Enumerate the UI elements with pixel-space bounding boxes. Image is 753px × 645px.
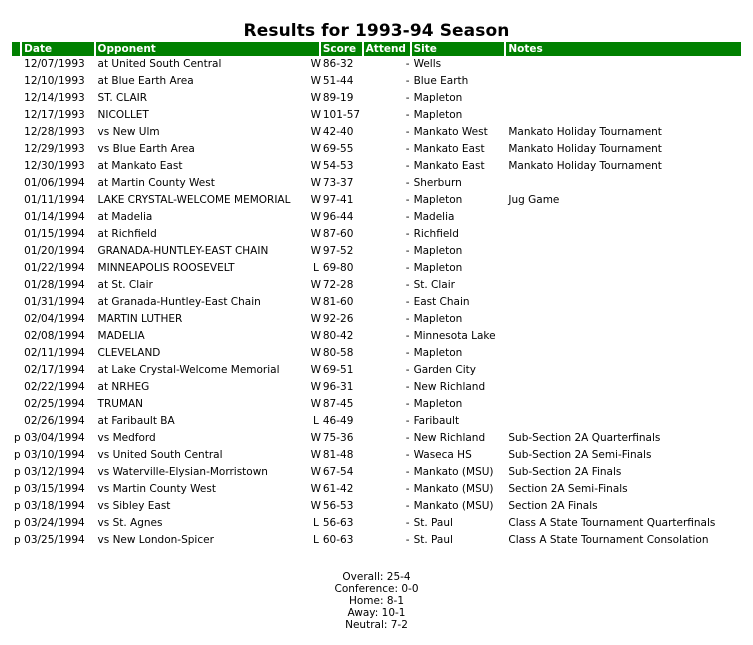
game-score: 69-55	[322, 143, 354, 155]
game-date: 12/17/1993	[24, 109, 85, 121]
summary-home: Home: 8-1	[348, 595, 405, 607]
game-opponent: vs New Ulm	[97, 126, 160, 138]
game-attendance: -	[405, 398, 410, 410]
game-opponent: at Madelia	[97, 211, 153, 223]
game-site: Mankato (MSU)	[413, 466, 494, 478]
playoff-marker	[12, 209, 20, 226]
game-score: 42-40	[322, 126, 354, 138]
playoff-marker	[12, 345, 20, 362]
game-result: W	[310, 398, 322, 410]
game-notes	[506, 379, 741, 396]
game-date: 01/28/1994	[24, 279, 85, 291]
game-score: 89-19	[322, 92, 354, 104]
game-result: W	[310, 449, 322, 461]
game-result: W	[310, 364, 322, 376]
game-attendance: -	[405, 211, 410, 223]
table-row	[12, 362, 741, 379]
game-opponent: GRANADA-HUNTLEY-EAST CHAIN	[97, 245, 269, 257]
table-row	[12, 396, 741, 413]
table-row	[12, 107, 741, 124]
game-result: L	[313, 415, 319, 427]
game-notes	[506, 328, 741, 345]
opponent-header: Opponent	[96, 42, 319, 56]
game-attendance: -	[405, 466, 410, 478]
playoff-marker	[12, 141, 20, 158]
game-notes	[506, 311, 741, 328]
game-date: 12/29/1993	[24, 143, 85, 155]
playoff-marker	[12, 226, 20, 243]
game-date: 12/07/1993	[24, 58, 85, 70]
game-result: W	[310, 177, 322, 189]
game-site: Mankato East	[413, 143, 485, 155]
game-result: W	[310, 347, 322, 359]
game-opponent: at Martin County West	[97, 177, 215, 189]
game-result: W	[310, 126, 322, 138]
playoff-marker	[12, 311, 20, 328]
playoff-marker	[12, 56, 20, 73]
game-date: 02/17/1994	[24, 364, 85, 376]
game-result: W	[310, 432, 322, 444]
game-attendance: -	[405, 347, 410, 359]
table-header-row	[12, 42, 741, 56]
game-notes	[506, 73, 741, 90]
game-date: 03/18/1994	[24, 500, 85, 512]
game-notes	[506, 345, 741, 362]
playoff-marker	[12, 413, 20, 430]
game-notes: Class A State Tournament Quarterfinals	[508, 517, 716, 529]
game-score: 73-37	[322, 177, 354, 189]
game-opponent: vs St. Agnes	[97, 517, 163, 529]
game-opponent: TRUMAN	[97, 398, 144, 410]
game-date: 02/22/1994	[24, 381, 85, 393]
game-score: 69-51	[322, 364, 354, 376]
table-row	[12, 124, 741, 141]
score-header: Score	[321, 42, 362, 56]
playoff-marker: p	[14, 449, 21, 461]
game-attendance: -	[405, 364, 410, 376]
game-attendance: -	[405, 92, 410, 104]
table-row	[12, 260, 741, 277]
game-opponent: MARTIN LUTHER	[97, 313, 183, 325]
game-score: 56-63	[322, 517, 354, 529]
game-date: 03/15/1994	[24, 483, 85, 495]
game-attendance: -	[405, 109, 410, 121]
game-notes	[506, 107, 741, 124]
game-attendance: -	[405, 483, 410, 495]
game-site: Mapleton	[413, 262, 463, 274]
table-row	[12, 430, 741, 447]
playoff-marker	[12, 362, 20, 379]
game-site: Waseca HS	[413, 449, 472, 461]
game-site: Mankato (MSU)	[413, 500, 494, 512]
game-site: St. Paul	[413, 534, 453, 546]
game-notes: Mankato Holiday Tournament	[508, 160, 662, 172]
game-site: Madelia	[413, 211, 455, 223]
game-score: 86-32	[322, 58, 354, 70]
game-opponent: at United South Central	[97, 58, 222, 70]
game-result: W	[310, 92, 322, 104]
game-opponent: vs New London-Spicer	[97, 534, 214, 546]
table-row	[12, 532, 741, 549]
game-date: 03/10/1994	[24, 449, 85, 461]
game-score: 54-53	[322, 160, 354, 172]
game-site: St. Clair	[413, 279, 455, 291]
table-row	[12, 345, 741, 362]
game-date: 12/28/1993	[24, 126, 85, 138]
game-score: 69-80	[322, 262, 354, 274]
game-attendance: -	[405, 534, 410, 546]
game-site: Mapleton	[413, 245, 463, 257]
game-site: Mapleton	[413, 109, 463, 121]
playoff-marker	[12, 243, 20, 260]
playoff-marker: p	[14, 466, 21, 478]
game-date: 01/20/1994	[24, 245, 85, 257]
game-attendance: -	[405, 330, 410, 342]
game-site: Mankato West	[413, 126, 488, 138]
game-score: 92-26	[322, 313, 354, 325]
table-row	[12, 226, 741, 243]
game-notes: Sub-Section 2A Quarterfinals	[508, 432, 661, 444]
game-date: 03/24/1994	[24, 517, 85, 529]
game-score: 80-42	[322, 330, 354, 342]
table-row	[12, 175, 741, 192]
game-score: 51-44	[322, 75, 354, 87]
playoff-marker	[12, 73, 20, 90]
game-result: W	[310, 109, 322, 121]
game-attendance: -	[405, 143, 410, 155]
game-result: W	[310, 194, 322, 206]
table-row	[12, 141, 741, 158]
game-notes: Mankato Holiday Tournament	[508, 143, 662, 155]
game-notes	[506, 243, 741, 260]
playoff-marker	[12, 175, 20, 192]
game-result: L	[313, 517, 319, 529]
game-score: 80-58	[322, 347, 354, 359]
game-attendance: -	[405, 126, 410, 138]
game-result: W	[310, 211, 322, 223]
game-opponent: vs Waterville-Elysian-Morristown	[97, 466, 268, 478]
game-date: 02/26/1994	[24, 415, 85, 427]
summary-neutral: Neutral: 7-2	[345, 619, 408, 631]
game-date: 01/22/1994	[24, 262, 85, 274]
game-notes	[506, 413, 741, 430]
game-site: St. Paul	[413, 517, 453, 529]
game-result: W	[310, 58, 322, 70]
game-result: W	[310, 160, 322, 172]
game-opponent: vs Blue Earth Area	[97, 143, 195, 155]
game-score: 97-52	[322, 245, 354, 257]
attend-header: Attend	[364, 42, 410, 56]
game-date: 03/12/1994	[24, 466, 85, 478]
game-attendance: -	[405, 517, 410, 529]
game-site: Faribault	[413, 415, 460, 427]
game-site: Wells	[413, 58, 442, 70]
playoff-marker	[12, 124, 20, 141]
season-summary	[0, 571, 753, 631]
summary-conference: Conference: 0-0	[334, 583, 419, 595]
game-date: 03/04/1994	[24, 432, 85, 444]
playoff-marker: p	[14, 517, 21, 529]
game-date: 12/10/1993	[24, 75, 85, 87]
game-opponent: at Richfield	[97, 228, 157, 240]
game-notes: Section 2A Semi-Finals	[508, 483, 628, 495]
table-row	[12, 515, 741, 532]
game-result: W	[310, 313, 322, 325]
game-result: W	[310, 296, 322, 308]
game-site: Garden City	[413, 364, 476, 376]
game-attendance: -	[405, 160, 410, 172]
playoff-marker	[12, 260, 20, 277]
game-notes: Sub-Section 2A Semi-Finals	[508, 449, 652, 461]
game-result: L	[313, 534, 319, 546]
table-row	[12, 56, 741, 73]
game-score: 46-49	[322, 415, 354, 427]
game-date: 01/11/1994	[24, 194, 85, 206]
playoff-marker: p	[14, 534, 21, 546]
game-date: 02/11/1994	[24, 347, 85, 359]
game-notes: Class A State Tournament Consolation	[508, 534, 709, 546]
table-row	[12, 277, 741, 294]
game-score: 56-53	[322, 500, 354, 512]
table-row	[12, 311, 741, 328]
game-result: W	[310, 330, 322, 342]
game-score: 97-41	[322, 194, 354, 206]
game-opponent: at St. Clair	[97, 279, 153, 291]
playoff-marker: p	[14, 500, 21, 512]
table-row	[12, 209, 741, 226]
game-score: 96-44	[322, 211, 354, 223]
game-opponent: MADELIA	[97, 330, 145, 342]
game-attendance: -	[405, 296, 410, 308]
game-score: 75-36	[322, 432, 354, 444]
game-site: Mapleton	[413, 194, 463, 206]
game-opponent: vs Sibley East	[97, 500, 171, 512]
game-score: 61-42	[322, 483, 354, 495]
game-attendance: -	[405, 75, 410, 87]
game-score: 81-48	[322, 449, 354, 461]
playoff-marker	[12, 158, 20, 175]
game-date: 03/25/1994	[24, 534, 85, 546]
playoff-marker	[12, 379, 20, 396]
playoff-marker	[12, 90, 20, 107]
game-notes	[506, 396, 741, 413]
game-opponent: LAKE CRYSTAL-WELCOME MEMORIAL	[97, 194, 291, 206]
table-row	[12, 158, 741, 175]
game-score: 60-63	[322, 534, 354, 546]
table-row	[12, 464, 741, 481]
notes-header: Notes	[506, 42, 741, 56]
game-result: W	[310, 483, 322, 495]
playoff-marker	[12, 396, 20, 413]
game-result: W	[310, 143, 322, 155]
game-site: Mankato East	[413, 160, 485, 172]
game-notes	[506, 226, 741, 243]
table-row	[12, 90, 741, 107]
game-site: New Richland	[413, 381, 486, 393]
game-site: Mapleton	[413, 398, 463, 410]
table-row	[12, 73, 741, 90]
game-site: Mapleton	[413, 92, 463, 104]
game-result: W	[310, 279, 322, 291]
game-opponent: MINNEAPOLIS ROOSEVELT	[97, 262, 235, 274]
game-opponent: at Faribault BA	[97, 415, 175, 427]
playoff-marker	[12, 107, 20, 124]
game-attendance: -	[405, 177, 410, 189]
game-opponent: vs Martin County West	[97, 483, 216, 495]
playoff-marker	[12, 192, 20, 209]
game-date: 02/08/1994	[24, 330, 85, 342]
playoff-marker: p	[14, 432, 21, 444]
game-attendance: -	[405, 381, 410, 393]
game-site: Mapleton	[413, 313, 463, 325]
game-site: Mapleton	[413, 347, 463, 359]
game-result: W	[310, 381, 322, 393]
page-title: Results for 1993-94 Season	[243, 21, 510, 41]
game-attendance: -	[405, 500, 410, 512]
playoff-marker	[12, 328, 20, 345]
game-notes	[506, 362, 741, 379]
table-row	[12, 328, 741, 345]
game-score: 81-60	[322, 296, 354, 308]
game-opponent: vs Medford	[97, 432, 156, 444]
game-attendance: -	[405, 415, 410, 427]
table-row	[12, 243, 741, 260]
game-score: 101-57	[322, 109, 361, 121]
game-result: W	[310, 228, 322, 240]
game-notes	[506, 277, 741, 294]
table-row	[12, 379, 741, 396]
playoff-marker	[12, 294, 20, 311]
summary-away: Away: 10-1	[347, 607, 406, 619]
playoff-marker	[12, 277, 20, 294]
table-row	[12, 498, 741, 515]
game-date: 12/14/1993	[24, 92, 85, 104]
game-opponent: CLEVELAND	[97, 347, 161, 359]
table-row	[12, 481, 741, 498]
game-score: 72-28	[322, 279, 354, 291]
game-site: Blue Earth	[413, 75, 469, 87]
game-attendance: -	[405, 245, 410, 257]
table-row	[12, 447, 741, 464]
playoff-marker: p	[14, 483, 21, 495]
game-result: W	[310, 466, 322, 478]
game-score: 96-31	[322, 381, 354, 393]
game-score: 87-45	[322, 398, 354, 410]
game-opponent: ST. CLAIR	[97, 92, 148, 104]
game-notes	[506, 209, 741, 226]
game-opponent: at Blue Earth Area	[97, 75, 194, 87]
game-opponent: NICOLLET	[97, 109, 149, 121]
game-site: Minnesota Lake	[413, 330, 496, 342]
game-attendance: -	[405, 432, 410, 444]
game-date: 01/31/1994	[24, 296, 85, 308]
game-notes	[506, 260, 741, 277]
table-row	[12, 413, 741, 430]
game-date: 01/15/1994	[24, 228, 85, 240]
game-attendance: -	[405, 262, 410, 274]
game-site: Mankato (MSU)	[413, 483, 494, 495]
game-notes: Section 2A Finals	[508, 500, 598, 512]
game-date: 12/30/1993	[24, 160, 85, 172]
game-notes	[506, 90, 741, 107]
game-site: Sherburn	[413, 177, 462, 189]
game-attendance: -	[405, 228, 410, 240]
game-date: 02/04/1994	[24, 313, 85, 325]
table-row	[12, 192, 741, 209]
game-notes: Sub-Section 2A Finals	[508, 466, 622, 478]
game-attendance: -	[405, 58, 410, 70]
game-result: W	[310, 500, 322, 512]
game-result: W	[310, 75, 322, 87]
game-opponent: at NRHEG	[97, 381, 150, 393]
site-header: Site	[412, 42, 505, 56]
playoff-header	[12, 42, 20, 56]
summary-overall: Overall: 25-4	[342, 571, 411, 583]
game-score: 67-54	[322, 466, 354, 478]
game-opponent: vs United South Central	[97, 449, 223, 461]
game-opponent: at Mankato East	[97, 160, 183, 172]
game-notes	[506, 56, 741, 73]
game-date: 02/25/1994	[24, 398, 85, 410]
game-notes	[506, 294, 741, 311]
game-result: L	[313, 262, 319, 274]
game-attendance: -	[405, 449, 410, 461]
game-site: East Chain	[413, 296, 470, 308]
game-attendance: -	[405, 194, 410, 206]
date-header: Date	[22, 42, 93, 56]
game-date: 01/06/1994	[24, 177, 85, 189]
results-table	[10, 42, 743, 549]
game-attendance: -	[405, 313, 410, 325]
game-result: W	[310, 245, 322, 257]
game-site: Richfield	[413, 228, 459, 240]
game-date: 01/14/1994	[24, 211, 85, 223]
game-notes	[506, 175, 741, 192]
game-site: New Richland	[413, 432, 486, 444]
game-notes: Mankato Holiday Tournament	[508, 126, 662, 138]
game-opponent: at Lake Crystal-Welcome Memorial	[97, 364, 280, 376]
game-score: 87-60	[322, 228, 354, 240]
game-attendance: -	[405, 279, 410, 291]
table-row	[12, 294, 741, 311]
game-opponent: at Granada-Huntley-East Chain	[97, 296, 261, 308]
game-notes: Jug Game	[508, 194, 560, 206]
